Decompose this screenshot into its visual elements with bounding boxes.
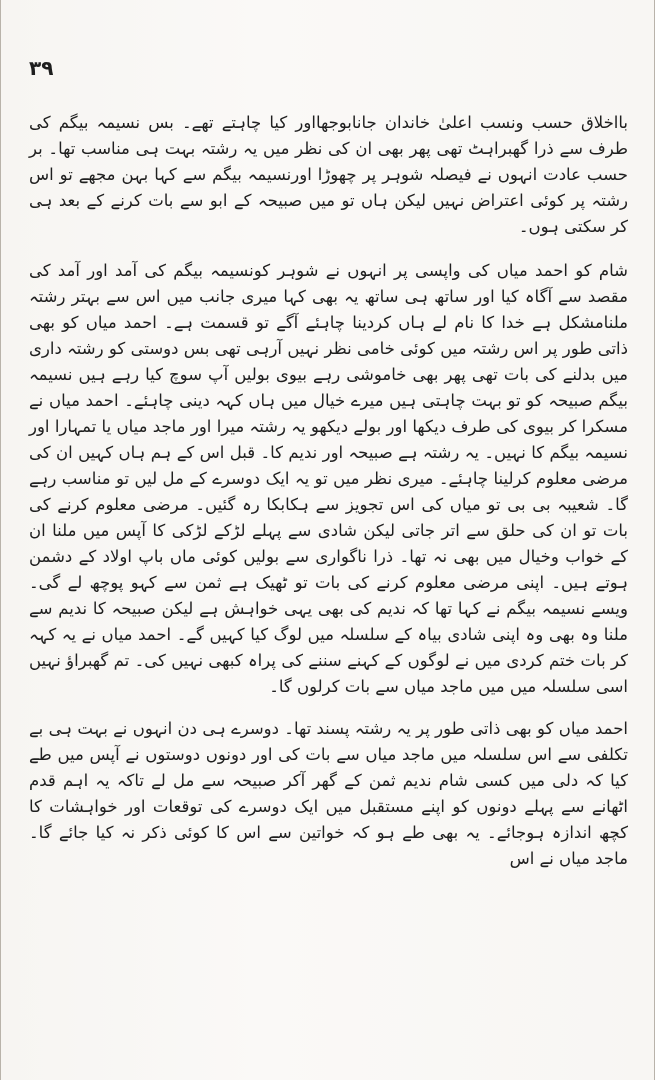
page-text [29,110,628,872]
page-number: ٣٩ [29,56,54,80]
paragraph-2: شام کو احمد میاں کی واپسی پر انہوں نے شوہر کونسیمہ بیگم کی آمد اور آمد کی مقصد سے آگاہ کیا اور ساتھ ہی ساتھ یہ بھی کہا میری جانب میں اس سے بہتر رشتہ ملنامشکل ہے خدا کا نام لے ہاں کردینا چاہئے آگے تو قسمت ہے۔ احمد میاں کو بھی ذاتی طور پر اس رشتہ میں کوئی خامی نظر نہیں آرہی تھی بس دوستی کو رشتہ داری میں بدلنے کی بات تھی پھر بھی خاموشی رہے بیوی بولیں آپ سوچ کیا رہے ہیں نسیمہ بیگم صبیحہ کو تو بہت چاہتی ہیں میرے خیال میں ہاں کہہ دینی چاہئے۔ احمد میاں نے مسکرا کر بیوی کی طرف دیکھا اور بولے دیکھو یہ رشتہ میرا اور ماجد میاں یا تمہارا اور نسیمہ بیگم کا نہیں۔ یہ رشتہ ہے صبیحہ اور ندیم کا۔ قبل اس کے ہم ہاں کہیں ان کی مرضی معلوم کرلینا چاہئے۔ میری نظر میں تو یہ ایک دوسرے کے مل لیں تو مناسب رہے گا۔ شعیبہ بی بی تو میاں کی اس تجویز سے ہکابکا رہ گئیں۔ مرضی معلوم کرنے کی بات تو ان کی حلق سے اتر جاتی لیکن شادی سے پہلے لڑکے لڑکی کا آپس میں ملنا ان کے خواب وخیال میں بھی نہ تھا۔ ذرا ناگواری سے بولیں کوئی ماں باپ اولاد کے دشمن ہوتے ہیں۔ اپنی مرضی معلوم کرنے کی بات تو ٹھیک ہے ثمن سے کہو پوچھ لے گی۔ ویسے نسیمہ بیگم نے کہا تھا کہ ندیم کی بھی یہی خواہش ہے لیکن صبیحہ کا ندیم سے ملنا وہ بھی وہ اپنی شادی بیاہ کے سلسلہ میں لوگ کیا کہیں گے۔ احمد میاں نے یہ کہہ کر بات ختم کردی میں نے لوگوں کے کہنے سننے کی پراہ کبھی نہیں کی۔ تم گھبراؤ نہیں اسی سلسلہ میں میں ماجد میاں سے بات کرلوں گا۔ [29,261,628,696]
paragraph-1: بااخلاق حسب ونسب اعلیٰ خاندان جانابوجھااور کیا چاہتے تھے۔ بس نسیمہ بیگم کی طرف سے ذرا گھبراہٹ تھی پھر بھی ان کی نظر میں یہ رشتہ بہت ہی مناسب تھا۔ بر حسب عادت انہوں نے فیصلہ شوہر پر چھوڑا اورنسیمہ بیگم سے کہا بہن مجھے تو اس رشتہ پر کوئی اعتراض نہیں لیکن ہاں تو میں صبیحہ کے ابو سے بات کرنے کے بعد ہی کر سکتی ہوں۔ [29,113,628,236]
paragraph-3: احمد میاں کو بھی ذاتی طور پر یہ رشتہ پسند تھا۔ دوسرے ہی دن انہوں نے بہت ہی بے تکلفی سے اس سلسلہ میں ماجد میاں سے بات کی اور دونوں دوستوں نے آپس میں طے کیا کہ دلی میں کسی شام ندیم ثمن کے گھر آکر صبیحہ سے مل لے تاکہ یہ اہم قدم اٹھانے سے پہلے دونوں کو اپنے مستقبل میں ایک دوسرے کی توقعات اور خواہشات کا کچھ اندازہ ہوجائے۔ یہ بھی طے ہو کہ خواتین سے اس کا کوئی ذکر نہ کیا جائے گا۔ ماجد میاں نے اس [29,719,628,868]
